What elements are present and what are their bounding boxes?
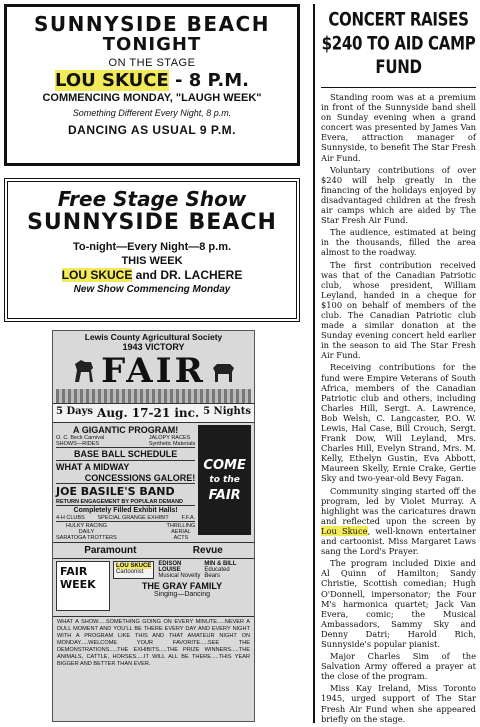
ad1-title: SUNNYSIDE BEACH [34,12,270,36]
edison: EDISON [158,561,182,567]
grange-exhibit: SPECIAL GRANGE EXHIBIT [97,515,169,521]
gray-family: THE GRAY FAMILY [141,581,223,591]
article-paragraph: Miss Kay Ireland, Miss Toronto 1945, urged support of The Star Fresh Air Fund when she appeared briefly on the stage. [321,683,476,724]
article-paragraph: Receiving contributions for the fund were Empire Veterans of South Africa, members of the Canadian Patriotic club and others, including Charles Hill, Sergt. A. Lawrence, Bob Welsh, C. Langcaster, P.O. W. Lewis, Hal Case, Bill Crouch, Sergt. Frank Dow, Will Leyland, Mrs. Charles Hill, Evelyn Strand, Mrs. M. Kelly, Ethelyn Gustin, Eva Abbott, Maureen Skelly, Ernie Crake, Gertie Sky and two-year-old Bevy Fagan. [321,362,476,484]
headline-rule [321,87,476,88]
ad1-commencing: COMMENCING MONDAY, "LAUGH WEEK" [42,92,262,104]
ad1-performer-line [7,70,297,91]
come-to-fair-panel [198,425,251,535]
ad2-venue: SUNNYSIDE BEACH [27,210,277,235]
sunnyside-tonight-ad [4,4,300,166]
article-paragraph: The first contribution received was that of the Canadian Patriotic club, whose president, William Leyland, handed in a cheque for $100 on behalf of members of the club. The Canadian Patriotic club made a similar donation at the Sunday evening concert held earlier in the season to aid The Star Fresh Air Fund. [321,259,476,361]
horse-icon [71,356,97,386]
carnival-row [56,435,195,447]
fair-week-acts [53,559,254,613]
fair-society: Lewis County Agricultural Society [84,332,223,342]
ad2-new-show: New Show Commencing Monday [73,284,231,295]
article-paragraph: Standing room was at a premium in front of the Sunnyside band shell on Sunday evening when a grand concert was presented by James Van Evera, attraction manager of Sunnyside, to benefit The Star Fresh Air Fund. [321,92,476,163]
to-the-word: to the [209,474,240,485]
fair-date-range: Aug. 17-21 inc. [97,406,200,420]
lou-skuce-box [113,561,154,579]
ad1-time: - 8 P.M. [168,70,249,91]
acts: ACTS [173,535,189,541]
article-headline: CONCERT RAISES $240 TO AID CAMP FUND [321,8,476,78]
news-article [313,4,476,723]
county-fair-ad [52,330,255,722]
ad1-dancing: DANCING AS USUAL 9 P.M. [68,123,236,137]
article-paragraph: Major Charles Sim of the Salvation Army offered a prayer at the close of the program. [321,651,476,682]
return-engagement: RETURN ENGAGEMENT BY POPULAR DEMAND [56,499,184,505]
educated: Educated [204,567,230,573]
ad2-schedule: To-night—Every Night—8 p.m. [72,241,232,253]
crowd-illustration [56,389,251,403]
racing-row [56,521,195,542]
thrilling: THRILLING [166,523,196,529]
revue-word: Revue [192,545,223,556]
band-name: JOE BASILE'S BAND [56,483,195,499]
p6-highlight-name: Lou Skuce [321,525,368,536]
paramount-word: Paramount [84,545,137,556]
acts-list [113,561,251,611]
fair-footer-text: WHAT A SHOW.....SOMETHING GOING ON EVERY MINUTE.....NEVER A DULL MOMENT AND YOU'LL BE THERE EVERY DAY AND EVERY NIGHT WITH A PROGRAM LIKE THIS AND THAT AMATEUR NIGHT ON MONDAY.....WELCOME YOUR FAVORITE.....SEE THE DEMONSTRATIONS.....THE EXHIBITS.....THE PRIZE WINNERS.....THE ANIMALS, CATTLE, HORSES.....IT WILL ALL BE THERE.....THIS YEAR BIGGER AND BETTER THAN EVER. [53,616,254,670]
free-stage-show-ad [4,178,300,322]
saratoga-trotters: SARATOGA TROTTERS [56,535,117,541]
singing-dancing: Singing—Dancing [153,591,211,598]
article-paragraph: The audience, estimated at being in the thousands, filled the area almost to the roadway. [321,227,476,258]
concessions: CONCESSIONS GALORE! [84,473,196,483]
bears: Bears [204,573,221,579]
four-h: 4-H CLUBS [56,515,85,521]
fair-word: FAIR [101,351,206,391]
come-word: COME [203,457,246,473]
article-paragraph: Voluntary contributions of over $240 will help greatly in the financing of the holidays enjoyed by disadvantaged children at the fresh air camps which are aided by The Star Fresh Air Fund. [321,164,476,226]
ad2-guest: and DR. LACHERE [132,268,243,282]
article-paragraph [321,486,476,557]
ad1-something-different: Something Different Every Night, 8 p.m. [72,108,232,118]
midway: WHAT A MIDWAY [56,460,195,473]
fair-word-2: FAIR [208,487,241,503]
exhibit-halls: Completely Filled Exhibit Halls! [56,505,195,515]
louise: LOUISE [158,567,181,573]
ad2-this-week: THIS WEEK [121,255,183,267]
fair-days: 5 Days [56,406,94,417]
p6-text-before: Community singing started off the program, led by Violet Murray. A highlight was the caricatures drawn and reflected upon the screen by [321,485,476,526]
shows-rides: SHOWS—RIDES [56,441,100,447]
acts-grid [113,561,251,579]
fair-cartoonist: Cartoonist [116,569,144,575]
paramount-revue [53,542,254,559]
ad1-performer: LOU SKUCE [54,70,169,91]
aerial: AERIAL [171,529,191,535]
fair-program [53,423,254,542]
ad1-subtitle: TONIGHT [102,34,202,55]
gigantic-program: A GIGANTIC PROGRAM! [73,425,179,435]
fair-banner [53,353,254,389]
fair-week-box: FAIR WEEK [56,561,110,611]
jalopy-races: JALOPY RACES [148,435,191,441]
p6-text-after: , well-known entertainer and cartoonist. Miss Margaret Laws sang the Lord's Prayer. [321,525,476,557]
racing-daily: DAILY [78,529,95,535]
musical-novelty: Musical Novelty [158,573,201,579]
cow-icon [210,356,236,386]
fair-year: 1943 VICTORY [122,342,185,352]
fair-program-list [56,425,195,542]
ad2-title: Free Stage Show [57,187,247,211]
ad1-on-stage: ON THE STAGE [108,57,196,69]
baseball-schedule: BASE BALL SCHEDULE [56,447,195,460]
ad2-performer: LOU SKUCE [61,268,133,282]
ffa: F.F.A. [181,515,196,521]
fair-dates [53,403,254,423]
synthetic-materials: Synthetic Materials [148,441,196,447]
min-bill: MIN & BILL [204,561,237,567]
fair-nights: 5 Nights [203,406,251,417]
article-paragraph: The program included Dixie and Al Quinn of Hamilton; Sandy Christie, Scottish comedian; Hugh O'Donnell, impersonator; the Four M's harmonica quartet; Jack Van Evera, comic; the Musical Ambassadors, Sammy Sky and Denny Datri; Harold Rich, Sunnyside's popular pianist. [321,558,476,649]
hulky-racing: HULKY RACING [65,523,107,529]
oc-beck: O. C. Beck Carnival [56,435,105,441]
fair-lou: LOU SKUCE [116,563,152,569]
ad2-performer-line [8,268,296,282]
